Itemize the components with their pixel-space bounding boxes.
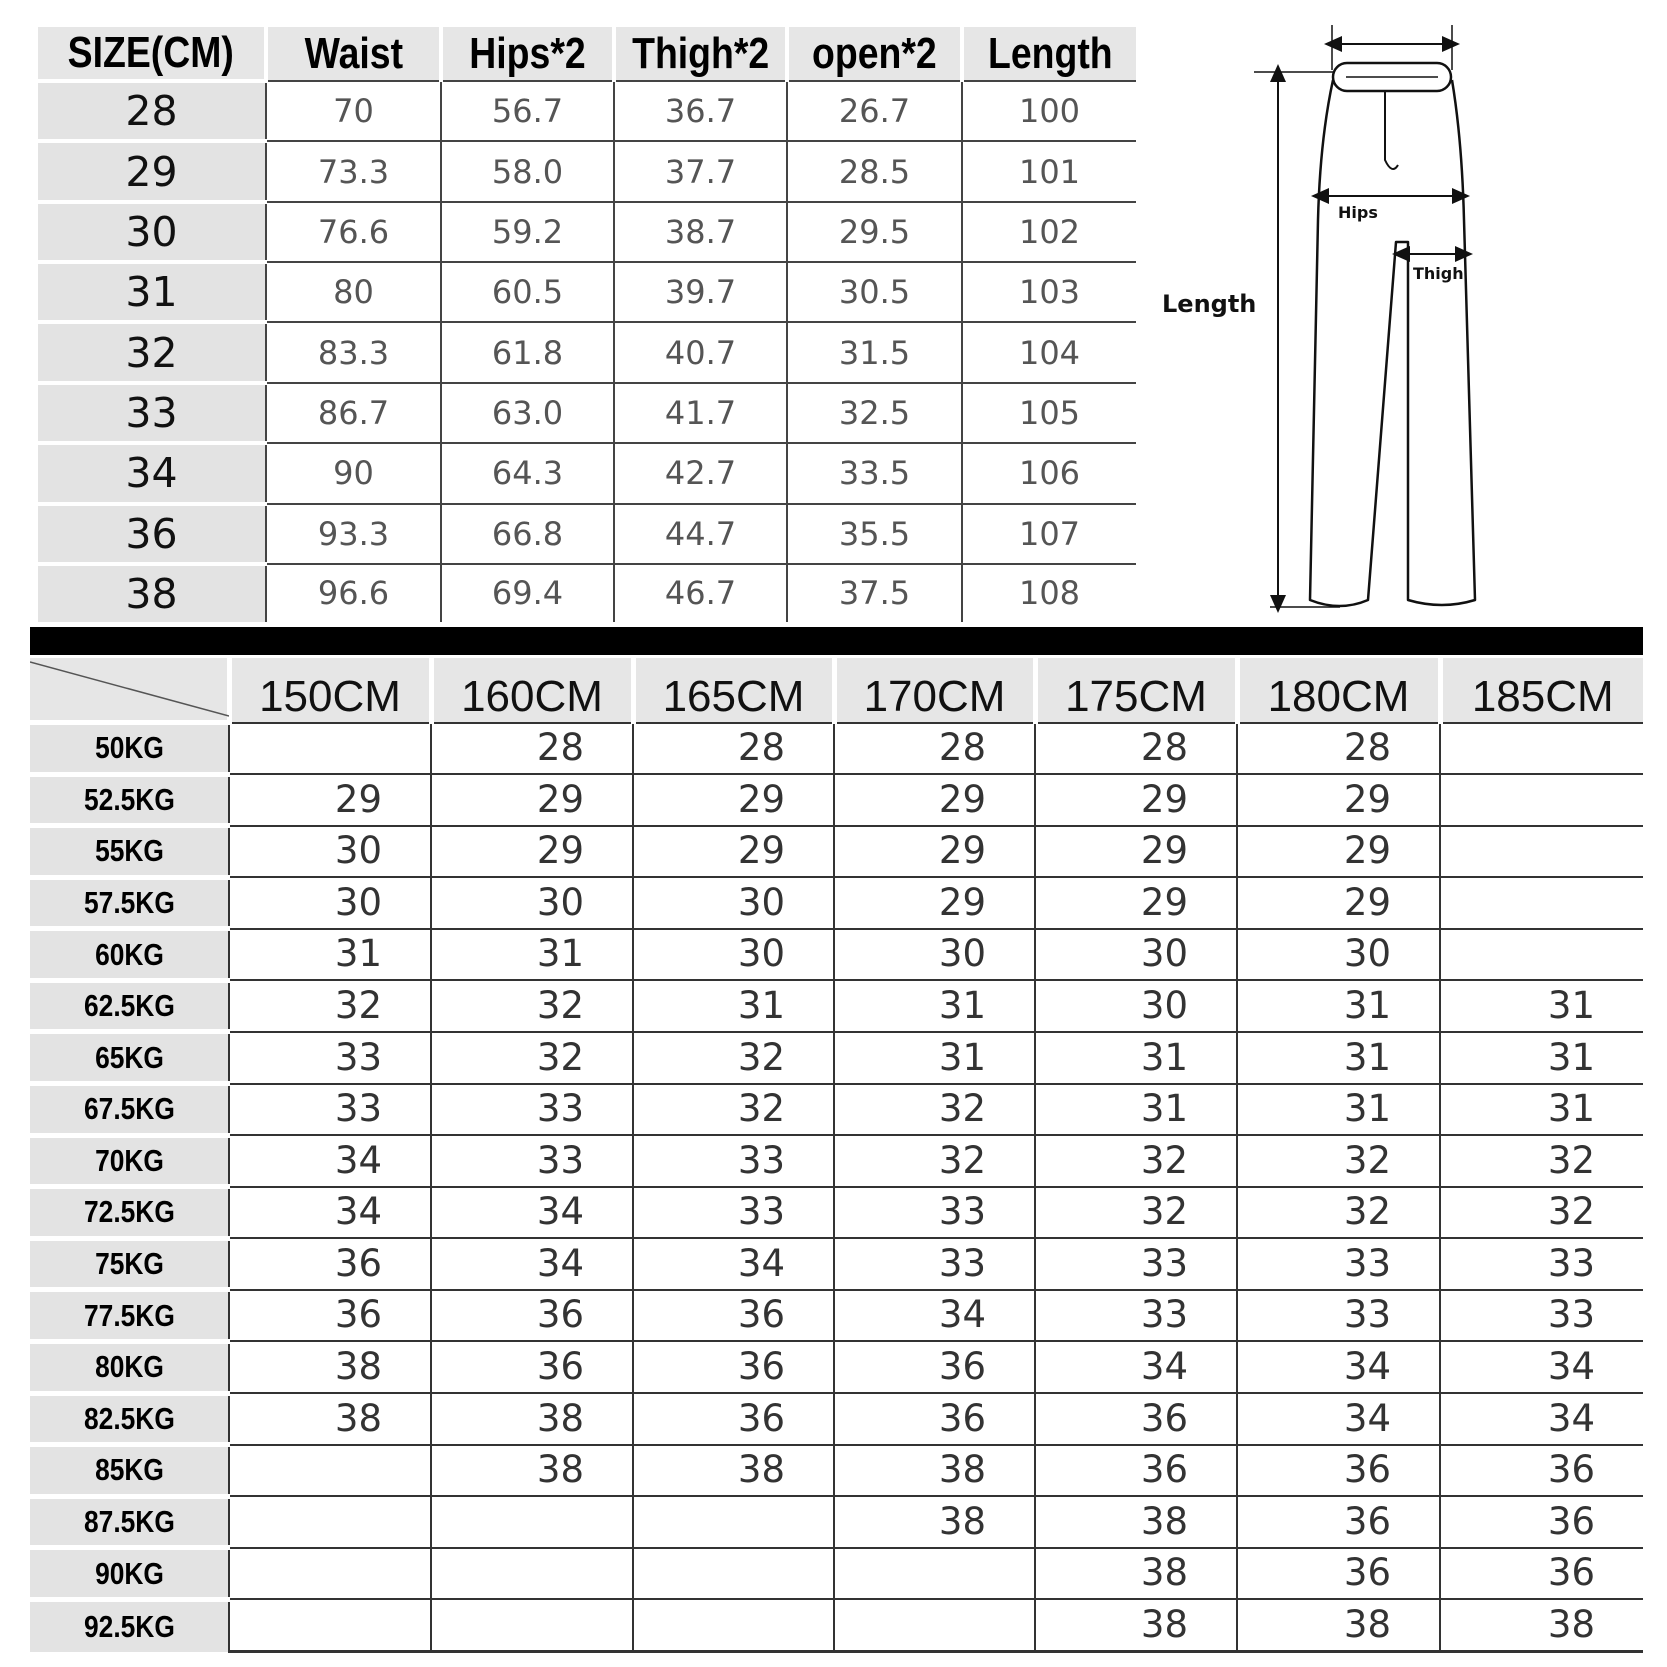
size-label-cell: 36 xyxy=(38,504,266,564)
pants-outline-icon xyxy=(1170,20,1560,620)
weight-label: 67.5KG xyxy=(83,1091,175,1127)
weight-row xyxy=(30,1032,1643,1084)
recommended-size-cell: 28 xyxy=(633,723,834,775)
section-divider xyxy=(30,627,1643,655)
recommended-size-cell xyxy=(431,1548,633,1600)
recommended-size-cell: 36 xyxy=(1440,1445,1643,1497)
measurement-cell: 64.3 xyxy=(441,443,614,503)
recommended-size-cell: 34 xyxy=(633,1238,834,1290)
weight-row-header xyxy=(30,1238,229,1290)
size-chart-row xyxy=(38,81,1136,141)
measurement-cell: 107 xyxy=(962,504,1136,564)
measurement-cell: 69.4 xyxy=(441,564,614,622)
weight-row xyxy=(30,1187,1643,1239)
weight-row xyxy=(30,1290,1643,1342)
weight-row-header xyxy=(30,1445,229,1497)
recommended-size-cell: 31 xyxy=(633,980,834,1032)
weight-label: 77.5KG xyxy=(83,1297,175,1333)
recommended-size-cell: 30 xyxy=(1035,980,1237,1032)
recommended-size-cell: 31 xyxy=(431,929,633,981)
measurement-cell: 73.3 xyxy=(266,141,441,201)
measurement-cell: 56.7 xyxy=(441,81,614,141)
weight-label: 60KG xyxy=(94,936,164,972)
recommended-size-cell: 30 xyxy=(229,877,431,929)
measurement-cell: 105 xyxy=(962,383,1136,443)
recommended-size-cell: 29 xyxy=(834,826,1035,878)
pants-measurement-diagram xyxy=(1162,20,1560,620)
recommended-size-cell: 32 xyxy=(834,1084,1035,1136)
weight-row-header xyxy=(30,1084,229,1136)
recommended-size-cell xyxy=(834,1599,1035,1651)
recommended-size-cell: 30 xyxy=(1035,929,1237,981)
weight-label: 62.5KG xyxy=(83,988,175,1024)
weight-row xyxy=(30,1393,1643,1445)
recommended-size-cell: 33 xyxy=(431,1135,633,1187)
recommended-size-cell: 32 xyxy=(1237,1135,1440,1187)
recommended-size-cell xyxy=(229,723,431,775)
weight-row-header xyxy=(30,1341,229,1393)
measurement-cell: 61.8 xyxy=(441,322,614,382)
recommended-size-cell: 29 xyxy=(1237,774,1440,826)
recommended-size-cell: 33 xyxy=(1035,1290,1237,1342)
size-chart-row xyxy=(38,262,1136,322)
recommended-size-cell: 33 xyxy=(1035,1238,1237,1290)
weight-label: 80KG xyxy=(94,1349,164,1385)
weight-row-header xyxy=(30,1599,229,1651)
recommended-size-cell xyxy=(431,1599,633,1651)
recommended-size-cell: 38 xyxy=(431,1393,633,1445)
weight-row xyxy=(30,1496,1643,1548)
measurement-cell: 28.5 xyxy=(787,141,962,201)
weight-row-header xyxy=(30,980,229,1032)
recommended-size-cell: 30 xyxy=(229,826,431,878)
thigh-label: Thigh xyxy=(1413,264,1464,283)
weight-label: 70KG xyxy=(94,1142,164,1178)
recommended-size-cell: 29 xyxy=(431,826,633,878)
recommended-size-cell: 38 xyxy=(229,1393,431,1445)
size-label-cell: 28 xyxy=(38,81,266,141)
measurement-cell: 104 xyxy=(962,322,1136,382)
weight-row xyxy=(30,1238,1643,1290)
height-column-header: 160CM xyxy=(431,658,633,723)
recommended-size-cell xyxy=(229,1445,431,1497)
hips-label: Hips xyxy=(1338,203,1378,222)
measurement-cell: 36.7 xyxy=(614,81,787,141)
recommended-size-cell: 33 xyxy=(229,1032,431,1084)
recommended-size-cell: 32 xyxy=(633,1084,834,1136)
measurement-cell: 108 xyxy=(962,564,1136,622)
measurement-cell: 41.7 xyxy=(614,383,787,443)
recommended-size-cell: 30 xyxy=(834,929,1035,981)
recommended-size-cell: 28 xyxy=(834,723,1035,775)
size-label-cell: 31 xyxy=(38,262,266,322)
size-chart-row xyxy=(38,141,1136,201)
recommended-size-cell: 38 xyxy=(834,1445,1035,1497)
recommended-size-cell: 38 xyxy=(834,1496,1035,1548)
recommended-size-cell: 32 xyxy=(1035,1187,1237,1239)
recommended-size-cell xyxy=(1440,723,1643,775)
recommended-size-cell: 36 xyxy=(1237,1496,1440,1548)
recommended-size-cell: 38 xyxy=(431,1445,633,1497)
recommended-size-cell xyxy=(1440,774,1643,826)
weight-row xyxy=(30,1599,1643,1651)
recommended-size-cell: 29 xyxy=(1035,877,1237,929)
recommended-size-cell: 36 xyxy=(229,1290,431,1342)
recommended-size-cell: 33 xyxy=(431,1084,633,1136)
size-chart-header: Hips*2 xyxy=(441,27,614,81)
measurement-cell: 63.0 xyxy=(441,383,614,443)
measurement-cell: 100 xyxy=(962,81,1136,141)
weight-row-header xyxy=(30,1187,229,1239)
size-label-cell: 29 xyxy=(38,141,266,201)
measurement-cell: 33.5 xyxy=(787,443,962,503)
weight-row-header xyxy=(30,1496,229,1548)
recommended-size-cell: 33 xyxy=(834,1238,1035,1290)
recommended-size-cell xyxy=(229,1496,431,1548)
measurement-cell: 30.5 xyxy=(787,262,962,322)
weight-label: 75KG xyxy=(94,1246,164,1282)
recommended-size-cell: 33 xyxy=(1237,1238,1440,1290)
recommended-size-cell: 31 xyxy=(1035,1032,1237,1084)
recommended-size-cell xyxy=(431,1496,633,1548)
size-chart-header: Waist xyxy=(266,27,441,81)
weight-row-header xyxy=(30,877,229,929)
size-chart-header: Thigh*2 xyxy=(614,27,787,81)
measurement-cell: 106 xyxy=(962,443,1136,503)
weight-row xyxy=(30,980,1643,1032)
recommended-size-cell: 29 xyxy=(1237,877,1440,929)
weight-row-header xyxy=(30,1135,229,1187)
recommended-size-cell xyxy=(1440,877,1643,929)
recommended-size-cell xyxy=(229,1599,431,1651)
corner-cell xyxy=(30,658,229,723)
recommended-size-cell: 33 xyxy=(633,1135,834,1187)
recommended-size-cell: 32 xyxy=(1440,1135,1643,1187)
weight-label: 92.5KG xyxy=(83,1608,175,1644)
size-label-cell: 33 xyxy=(38,383,266,443)
height-column-header: 165CM xyxy=(633,658,834,723)
size-chart-row xyxy=(38,322,1136,382)
recommended-size-cell: 32 xyxy=(431,1032,633,1084)
measurement-cell: 93.3 xyxy=(266,504,441,564)
recommended-size-cell: 31 xyxy=(1440,1032,1643,1084)
weight-row xyxy=(30,1135,1643,1187)
measurement-cell: 103 xyxy=(962,262,1136,322)
length-label: Length xyxy=(1162,290,1257,318)
measurement-cell: 90 xyxy=(266,443,441,503)
recommended-size-cell: 29 xyxy=(1237,826,1440,878)
recommended-size-cell: 36 xyxy=(1035,1445,1237,1497)
recommended-size-cell: 38 xyxy=(1440,1599,1643,1651)
recommended-size-cell: 34 xyxy=(229,1187,431,1239)
measurement-cell: 80 xyxy=(266,262,441,322)
size-chart-header: Length xyxy=(962,27,1136,81)
size-chart-body xyxy=(38,81,1136,622)
recommended-size-cell xyxy=(1440,929,1643,981)
recommended-size-cell xyxy=(1440,826,1643,878)
recommended-size-cell: 31 xyxy=(1237,1084,1440,1136)
recommended-size-cell xyxy=(633,1496,834,1548)
recommended-size-cell: 38 xyxy=(1035,1548,1237,1600)
recommended-size-cell: 31 xyxy=(1237,980,1440,1032)
measurement-cell: 35.5 xyxy=(787,504,962,564)
size-chart-header-row xyxy=(38,27,1136,81)
fit-chart-body xyxy=(30,723,1643,1652)
measurement-cell: 96.6 xyxy=(266,564,441,622)
measurement-cell: 70 xyxy=(266,81,441,141)
recommended-size-cell xyxy=(633,1548,834,1600)
recommended-size-cell: 36 xyxy=(633,1290,834,1342)
recommended-size-cell: 31 xyxy=(1035,1084,1237,1136)
measurement-cell: 46.7 xyxy=(614,564,787,622)
recommended-size-cell: 31 xyxy=(1440,980,1643,1032)
measurement-cell: 26.7 xyxy=(787,81,962,141)
measurement-cell: 60.5 xyxy=(441,262,614,322)
recommended-size-cell: 29 xyxy=(633,774,834,826)
weight-label: 72.5KG xyxy=(83,1194,175,1230)
recommended-size-cell: 36 xyxy=(633,1341,834,1393)
size-chart-row xyxy=(38,443,1136,503)
recommended-size-cell: 29 xyxy=(633,826,834,878)
measurement-cell: 32.5 xyxy=(787,383,962,443)
weight-row-header xyxy=(30,723,229,775)
weight-row xyxy=(30,877,1643,929)
weight-row-header xyxy=(30,1032,229,1084)
weight-label: 57.5KG xyxy=(83,885,175,921)
weight-row-header xyxy=(30,1393,229,1445)
recommended-size-cell: 38 xyxy=(229,1341,431,1393)
recommended-size-cell: 29 xyxy=(229,774,431,826)
recommended-size-cell: 36 xyxy=(1035,1393,1237,1445)
measurement-cell: 101 xyxy=(962,141,1136,201)
recommended-size-cell: 28 xyxy=(1035,723,1237,775)
measurement-cell: 86.7 xyxy=(266,383,441,443)
recommended-size-cell: 34 xyxy=(229,1135,431,1187)
measurement-cell: 58.0 xyxy=(441,141,614,201)
recommended-size-cell: 33 xyxy=(1440,1238,1643,1290)
recommended-size-cell: 36 xyxy=(431,1290,633,1342)
measurement-cell: 40.7 xyxy=(614,322,787,382)
height-column-header: 150CM xyxy=(229,658,431,723)
height-column-header: 170CM xyxy=(834,658,1035,723)
measurement-cell: 76.6 xyxy=(266,202,441,262)
recommended-size-cell: 30 xyxy=(431,877,633,929)
recommended-size-cell: 33 xyxy=(229,1084,431,1136)
fit-chart-header-row xyxy=(30,658,1643,723)
recommended-size-cell: 32 xyxy=(1237,1187,1440,1239)
size-label-cell: 30 xyxy=(38,202,266,262)
size-label-cell: 34 xyxy=(38,443,266,503)
measurement-cell: 44.7 xyxy=(614,504,787,564)
recommended-size-cell: 33 xyxy=(834,1187,1035,1239)
recommended-size-cell: 34 xyxy=(834,1290,1035,1342)
weight-row xyxy=(30,929,1643,981)
weight-row xyxy=(30,1548,1643,1600)
weight-row xyxy=(30,1445,1643,1497)
measurement-cell: 37.5 xyxy=(787,564,962,622)
recommended-size-cell: 33 xyxy=(633,1187,834,1239)
measurement-cell: 29.5 xyxy=(787,202,962,262)
recommended-size-cell: 32 xyxy=(431,980,633,1032)
recommended-size-cell: 36 xyxy=(834,1341,1035,1393)
recommended-size-cell: 31 xyxy=(834,1032,1035,1084)
recommended-size-cell: 32 xyxy=(1035,1135,1237,1187)
recommended-size-cell: 31 xyxy=(229,929,431,981)
recommended-size-cell: 29 xyxy=(1035,826,1237,878)
recommended-size-cell: 36 xyxy=(229,1238,431,1290)
measurement-cell: 38.7 xyxy=(614,202,787,262)
recommended-size-cell: 34 xyxy=(431,1238,633,1290)
weight-label: 65KG xyxy=(94,1039,164,1075)
recommended-size-cell: 32 xyxy=(229,980,431,1032)
weight-row xyxy=(30,723,1643,775)
recommended-size-cell: 33 xyxy=(1440,1290,1643,1342)
weight-label: 87.5KG xyxy=(83,1503,175,1539)
measurement-cell: 37.7 xyxy=(614,141,787,201)
recommended-size-cell: 34 xyxy=(1237,1341,1440,1393)
recommended-size-cell: 30 xyxy=(633,877,834,929)
size-label-cell: 38 xyxy=(38,564,266,622)
measurement-cell: 42.7 xyxy=(614,443,787,503)
size-chart-row xyxy=(38,202,1136,262)
recommended-size-cell: 36 xyxy=(1237,1548,1440,1600)
size-chart-header: open*2 xyxy=(787,27,962,81)
diagonal-divider-icon xyxy=(30,658,229,720)
weight-row-header xyxy=(30,1290,229,1342)
size-chart-row xyxy=(38,383,1136,443)
recommended-size-cell: 36 xyxy=(1237,1445,1440,1497)
size-chart-row xyxy=(38,564,1136,622)
recommended-size-cell: 36 xyxy=(633,1393,834,1445)
recommended-size-cell: 28 xyxy=(431,723,633,775)
weight-row xyxy=(30,774,1643,826)
measurement-cell: 59.2 xyxy=(441,202,614,262)
measurement-cell: 83.3 xyxy=(266,322,441,382)
weight-label: 90KG xyxy=(94,1555,164,1591)
weight-row-header xyxy=(30,826,229,878)
height-weight-fit-table xyxy=(30,658,1643,1653)
height-column-header: 175CM xyxy=(1035,658,1237,723)
recommended-size-cell xyxy=(633,1599,834,1651)
recommended-size-cell: 31 xyxy=(1237,1032,1440,1084)
size-chart-header: SIZE(CM) xyxy=(38,27,266,81)
recommended-size-cell xyxy=(834,1548,1035,1600)
recommended-size-cell: 38 xyxy=(1035,1496,1237,1548)
height-column-header: 180CM xyxy=(1237,658,1440,723)
recommended-size-cell: 34 xyxy=(1035,1341,1237,1393)
recommended-size-cell: 33 xyxy=(1237,1290,1440,1342)
recommended-size-cell: 29 xyxy=(834,877,1035,929)
recommended-size-cell: 34 xyxy=(431,1187,633,1239)
weight-label: 52.5KG xyxy=(83,781,175,817)
recommended-size-cell: 29 xyxy=(834,774,1035,826)
recommended-size-cell: 38 xyxy=(1237,1599,1440,1651)
recommended-size-cell: 31 xyxy=(834,980,1035,1032)
weight-label: 85KG xyxy=(94,1452,164,1488)
size-chart-table xyxy=(38,27,1136,622)
recommended-size-cell: 32 xyxy=(1440,1187,1643,1239)
weight-label: 82.5KG xyxy=(83,1400,175,1436)
recommended-size-cell: 29 xyxy=(1035,774,1237,826)
weight-row xyxy=(30,826,1643,878)
recommended-size-cell: 31 xyxy=(1440,1084,1643,1136)
weight-row-header xyxy=(30,929,229,981)
recommended-size-cell xyxy=(229,1548,431,1600)
recommended-size-cell: 28 xyxy=(1237,723,1440,775)
recommended-size-cell: 36 xyxy=(1440,1548,1643,1600)
recommended-size-cell: 36 xyxy=(834,1393,1035,1445)
weight-row xyxy=(30,1341,1643,1393)
size-label-cell: 32 xyxy=(38,322,266,382)
recommended-size-cell: 30 xyxy=(633,929,834,981)
height-column-header: 185CM xyxy=(1440,658,1643,723)
size-chart-row xyxy=(38,504,1136,564)
recommended-size-cell: 34 xyxy=(1237,1393,1440,1445)
weight-row-header xyxy=(30,774,229,826)
recommended-size-cell: 38 xyxy=(1035,1599,1237,1651)
weight-label: 55KG xyxy=(94,833,164,869)
measurement-cell: 39.7 xyxy=(614,262,787,322)
recommended-size-cell: 30 xyxy=(1237,929,1440,981)
weight-row xyxy=(30,1084,1643,1136)
recommended-size-cell: 38 xyxy=(633,1445,834,1497)
recommended-size-cell: 32 xyxy=(834,1135,1035,1187)
recommended-size-cell: 36 xyxy=(1440,1496,1643,1548)
measurement-cell: 66.8 xyxy=(441,504,614,564)
weight-row-header xyxy=(30,1548,229,1600)
recommended-size-cell: 36 xyxy=(431,1341,633,1393)
recommended-size-cell: 32 xyxy=(633,1032,834,1084)
recommended-size-cell: 34 xyxy=(1440,1341,1643,1393)
recommended-size-cell: 34 xyxy=(1440,1393,1643,1445)
recommended-size-cell: 29 xyxy=(431,774,633,826)
measurement-cell: 31.5 xyxy=(787,322,962,382)
weight-label: 50KG xyxy=(94,730,164,766)
measurement-cell: 102 xyxy=(962,202,1136,262)
